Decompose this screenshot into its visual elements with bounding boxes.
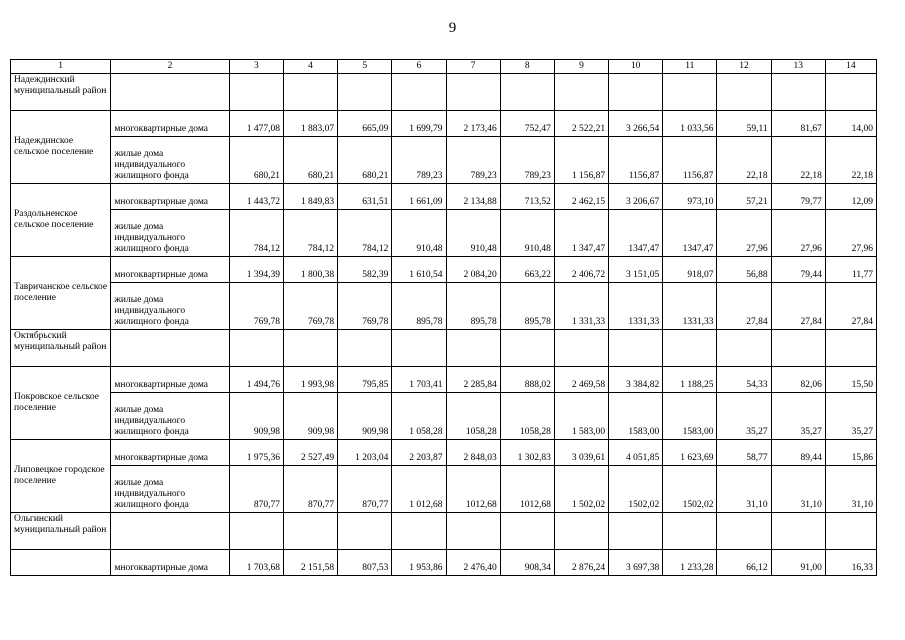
value-cell: 910,48 [446,210,500,257]
value-cell: 807,53 [338,550,392,576]
column-header: 1 [11,60,111,74]
value-cell: 27,84 [825,283,876,330]
value-cell: 680,21 [338,137,392,184]
column-number-row [11,60,877,74]
empty-cell [392,513,446,550]
empty-cell [229,74,283,111]
value-cell: 1 033,56 [663,111,717,137]
value-cell: 2 285,84 [446,367,500,393]
value-cell: 1156,87 [663,137,717,184]
settlement-name: Тавричанское сельское поселение [11,257,111,330]
value-cell: 784,12 [338,210,392,257]
column-header: 2 [111,60,229,74]
table-row [11,550,877,576]
value-cell: 11,77 [825,257,876,283]
empty-cell [283,330,337,367]
value-cell: 1 331,33 [554,283,608,330]
value-cell: 91,00 [771,550,825,576]
value-cell: 54,33 [717,367,771,393]
value-cell: 1583,00 [663,393,717,440]
column-header: 9 [554,60,608,74]
value-cell: 15,50 [825,367,876,393]
value-cell: 1 302,83 [500,440,554,466]
value-cell: 31,10 [717,466,771,513]
table-row [11,440,877,466]
column-header: 10 [609,60,663,74]
empty-cell [554,74,608,111]
value-cell: 82,06 [771,367,825,393]
value-cell: 752,47 [500,111,554,137]
value-cell: 2 476,40 [446,550,500,576]
column-header: 4 [283,60,337,74]
value-cell: 769,78 [338,283,392,330]
empty-cell [771,74,825,111]
value-cell: 909,98 [283,393,337,440]
page-number: 9 [448,20,457,36]
value-cell: 795,85 [338,367,392,393]
tariff-table [10,59,877,576]
value-cell: 1 058,28 [392,393,446,440]
empty-cell [111,330,229,367]
value-cell: 895,78 [500,283,554,330]
value-cell: 1347,47 [663,210,717,257]
value-cell: 15,86 [825,440,876,466]
table-row [11,367,877,393]
housing-type: многоквартирные дома [111,440,229,466]
value-cell: 16,33 [825,550,876,576]
value-cell: 1 993,98 [283,367,337,393]
table-row [11,393,877,440]
value-cell: 1 203,04 [338,440,392,466]
value-cell: 2 084,20 [446,257,500,283]
empty-cell [554,513,608,550]
housing-type: многоквартирные дома [111,367,229,393]
settlement-name: Надеждинское сельское поселение [11,111,111,184]
value-cell: 918,07 [663,257,717,283]
value-cell: 1331,33 [609,283,663,330]
district-name: Надеждинский муниципальный район [11,74,111,111]
value-cell: 1 883,07 [283,111,337,137]
value-cell: 1 477,08 [229,111,283,137]
empty-cell [500,513,554,550]
empty-cell [500,74,554,111]
empty-cell [338,74,392,111]
value-cell: 14,00 [825,111,876,137]
settlement-name [11,550,111,576]
value-cell: 909,98 [338,393,392,440]
housing-type: жилые дома индивидуального жилищного фонда [111,283,229,330]
empty-cell [338,330,392,367]
value-cell: 3 206,67 [609,184,663,210]
value-cell: 2 848,03 [446,440,500,466]
table-row [11,184,877,210]
value-cell: 3 697,38 [609,550,663,576]
district-row [11,330,877,367]
value-cell: 2 462,15 [554,184,608,210]
value-cell: 79,44 [771,257,825,283]
table-row [11,283,877,330]
empty-cell [825,513,876,550]
value-cell: 1012,68 [446,466,500,513]
value-cell: 1 699,79 [392,111,446,137]
empty-cell [111,513,229,550]
value-cell: 2 203,87 [392,440,446,466]
value-cell: 66,12 [717,550,771,576]
value-cell: 2 151,58 [283,550,337,576]
value-cell: 31,10 [825,466,876,513]
value-cell: 769,78 [229,283,283,330]
column-header: 8 [500,60,554,74]
value-cell: 870,77 [283,466,337,513]
value-cell: 2 134,88 [446,184,500,210]
value-cell: 909,98 [229,393,283,440]
value-cell: 1 156,87 [554,137,608,184]
column-header: 3 [229,60,283,74]
value-cell: 713,52 [500,184,554,210]
empty-cell [825,74,876,111]
empty-cell [609,330,663,367]
value-cell: 35,27 [717,393,771,440]
empty-cell [609,74,663,111]
value-cell: 27,84 [771,283,825,330]
empty-cell [663,74,717,111]
table-row [11,466,877,513]
value-cell: 1 661,09 [392,184,446,210]
value-cell: 1 800,38 [283,257,337,283]
empty-cell [229,513,283,550]
value-cell: 1331,33 [663,283,717,330]
value-cell: 973,10 [663,184,717,210]
value-cell: 895,78 [392,283,446,330]
table-row [11,111,877,137]
value-cell: 1 703,68 [229,550,283,576]
value-cell: 1502,02 [663,466,717,513]
value-cell: 1 953,86 [392,550,446,576]
value-cell: 1 233,28 [663,550,717,576]
housing-type: жилые дома индивидуального жилищного фонда [111,466,229,513]
value-cell: 31,10 [771,466,825,513]
column-header: 6 [392,60,446,74]
value-cell: 3 039,61 [554,440,608,466]
housing-type: многоквартирные дома [111,184,229,210]
value-cell: 784,12 [229,210,283,257]
value-cell: 663,22 [500,257,554,283]
value-cell: 81,67 [771,111,825,137]
table-row [11,210,877,257]
value-cell: 2 527,49 [283,440,337,466]
value-cell: 1 443,72 [229,184,283,210]
table-row [11,257,877,283]
empty-cell [111,74,229,111]
value-cell: 1156,87 [609,137,663,184]
settlement-name: Раздольненское сельское поселение [11,184,111,257]
value-cell: 1 347,47 [554,210,608,257]
value-cell: 769,78 [283,283,337,330]
value-cell: 888,02 [500,367,554,393]
value-cell: 1 494,76 [229,367,283,393]
value-cell: 789,23 [500,137,554,184]
value-cell: 789,23 [392,137,446,184]
value-cell: 910,48 [392,210,446,257]
district-name: Октябрьский муниципальный район [11,330,111,367]
value-cell: 89,44 [771,440,825,466]
district-name: Ольгинский муниципальный район [11,513,111,550]
value-cell: 2 522,21 [554,111,608,137]
housing-type: жилые дома индивидуального жилищного фонда [111,210,229,257]
value-cell: 4 051,85 [609,440,663,466]
value-cell: 27,96 [825,210,876,257]
table-row [11,137,877,184]
value-cell: 57,21 [717,184,771,210]
value-cell: 27,96 [717,210,771,257]
value-cell: 870,77 [229,466,283,513]
column-header: 11 [663,60,717,74]
value-cell: 680,21 [229,137,283,184]
value-cell: 2 406,72 [554,257,608,283]
empty-cell [717,74,771,111]
value-cell: 1 703,41 [392,367,446,393]
empty-cell [338,513,392,550]
district-row [11,74,877,111]
empty-cell [554,330,608,367]
value-cell: 1 849,83 [283,184,337,210]
empty-cell [446,74,500,111]
value-cell: 784,12 [283,210,337,257]
value-cell: 56,88 [717,257,771,283]
value-cell: 1 012,68 [392,466,446,513]
value-cell: 908,34 [500,550,554,576]
empty-cell [663,513,717,550]
value-cell: 22,18 [825,137,876,184]
value-cell: 2 469,58 [554,367,608,393]
empty-cell [446,330,500,367]
value-cell: 789,23 [446,137,500,184]
value-cell: 895,78 [446,283,500,330]
value-cell: 12,09 [825,184,876,210]
empty-cell [771,513,825,550]
value-cell: 1058,28 [446,393,500,440]
value-cell: 631,51 [338,184,392,210]
value-cell: 870,77 [338,466,392,513]
empty-cell [229,330,283,367]
value-cell: 1012,68 [500,466,554,513]
housing-type: многоквартирные дома [111,550,229,576]
empty-cell [392,330,446,367]
value-cell: 27,84 [717,283,771,330]
value-cell: 1583,00 [609,393,663,440]
value-cell: 58,77 [717,440,771,466]
value-cell: 910,48 [500,210,554,257]
column-header: 12 [717,60,771,74]
empty-cell [771,330,825,367]
value-cell: 680,21 [283,137,337,184]
value-cell: 1 502,02 [554,466,608,513]
empty-cell [500,330,554,367]
empty-cell [392,74,446,111]
value-cell: 1 394,39 [229,257,283,283]
value-cell: 1 610,54 [392,257,446,283]
value-cell: 2 876,24 [554,550,608,576]
value-cell: 3 266,54 [609,111,663,137]
value-cell: 3 151,05 [609,257,663,283]
value-cell: 22,18 [771,137,825,184]
column-header: 7 [446,60,500,74]
value-cell: 79,77 [771,184,825,210]
district-row [11,513,877,550]
settlement-name: Липовецкое городское поселение [11,440,111,513]
value-cell: 1502,02 [609,466,663,513]
empty-cell [717,330,771,367]
column-header: 5 [338,60,392,74]
column-header: 13 [771,60,825,74]
empty-cell [283,74,337,111]
empty-cell [825,330,876,367]
empty-cell [609,513,663,550]
value-cell: 59,11 [717,111,771,137]
empty-cell [446,513,500,550]
empty-cell [717,513,771,550]
value-cell: 1 583,00 [554,393,608,440]
value-cell: 1 623,69 [663,440,717,466]
value-cell: 22,18 [717,137,771,184]
value-cell: 1058,28 [500,393,554,440]
empty-cell [663,330,717,367]
value-cell: 35,27 [825,393,876,440]
column-header: 14 [825,60,876,74]
settlement-name: Покровское сельское поселение [11,367,111,440]
value-cell: 1347,47 [609,210,663,257]
housing-type: многоквартирные дома [111,257,229,283]
housing-type: жилые дома индивидуального жилищного фонда [111,393,229,440]
value-cell: 3 384,82 [609,367,663,393]
value-cell: 35,27 [771,393,825,440]
value-cell: 27,96 [771,210,825,257]
housing-type: многоквартирные дома [111,111,229,137]
value-cell: 2 173,46 [446,111,500,137]
housing-type: жилые дома индивидуального жилищного фонда [111,137,229,184]
value-cell: 1 975,36 [229,440,283,466]
value-cell: 1 188,25 [663,367,717,393]
value-cell: 665,09 [338,111,392,137]
value-cell: 582,39 [338,257,392,283]
empty-cell [283,513,337,550]
